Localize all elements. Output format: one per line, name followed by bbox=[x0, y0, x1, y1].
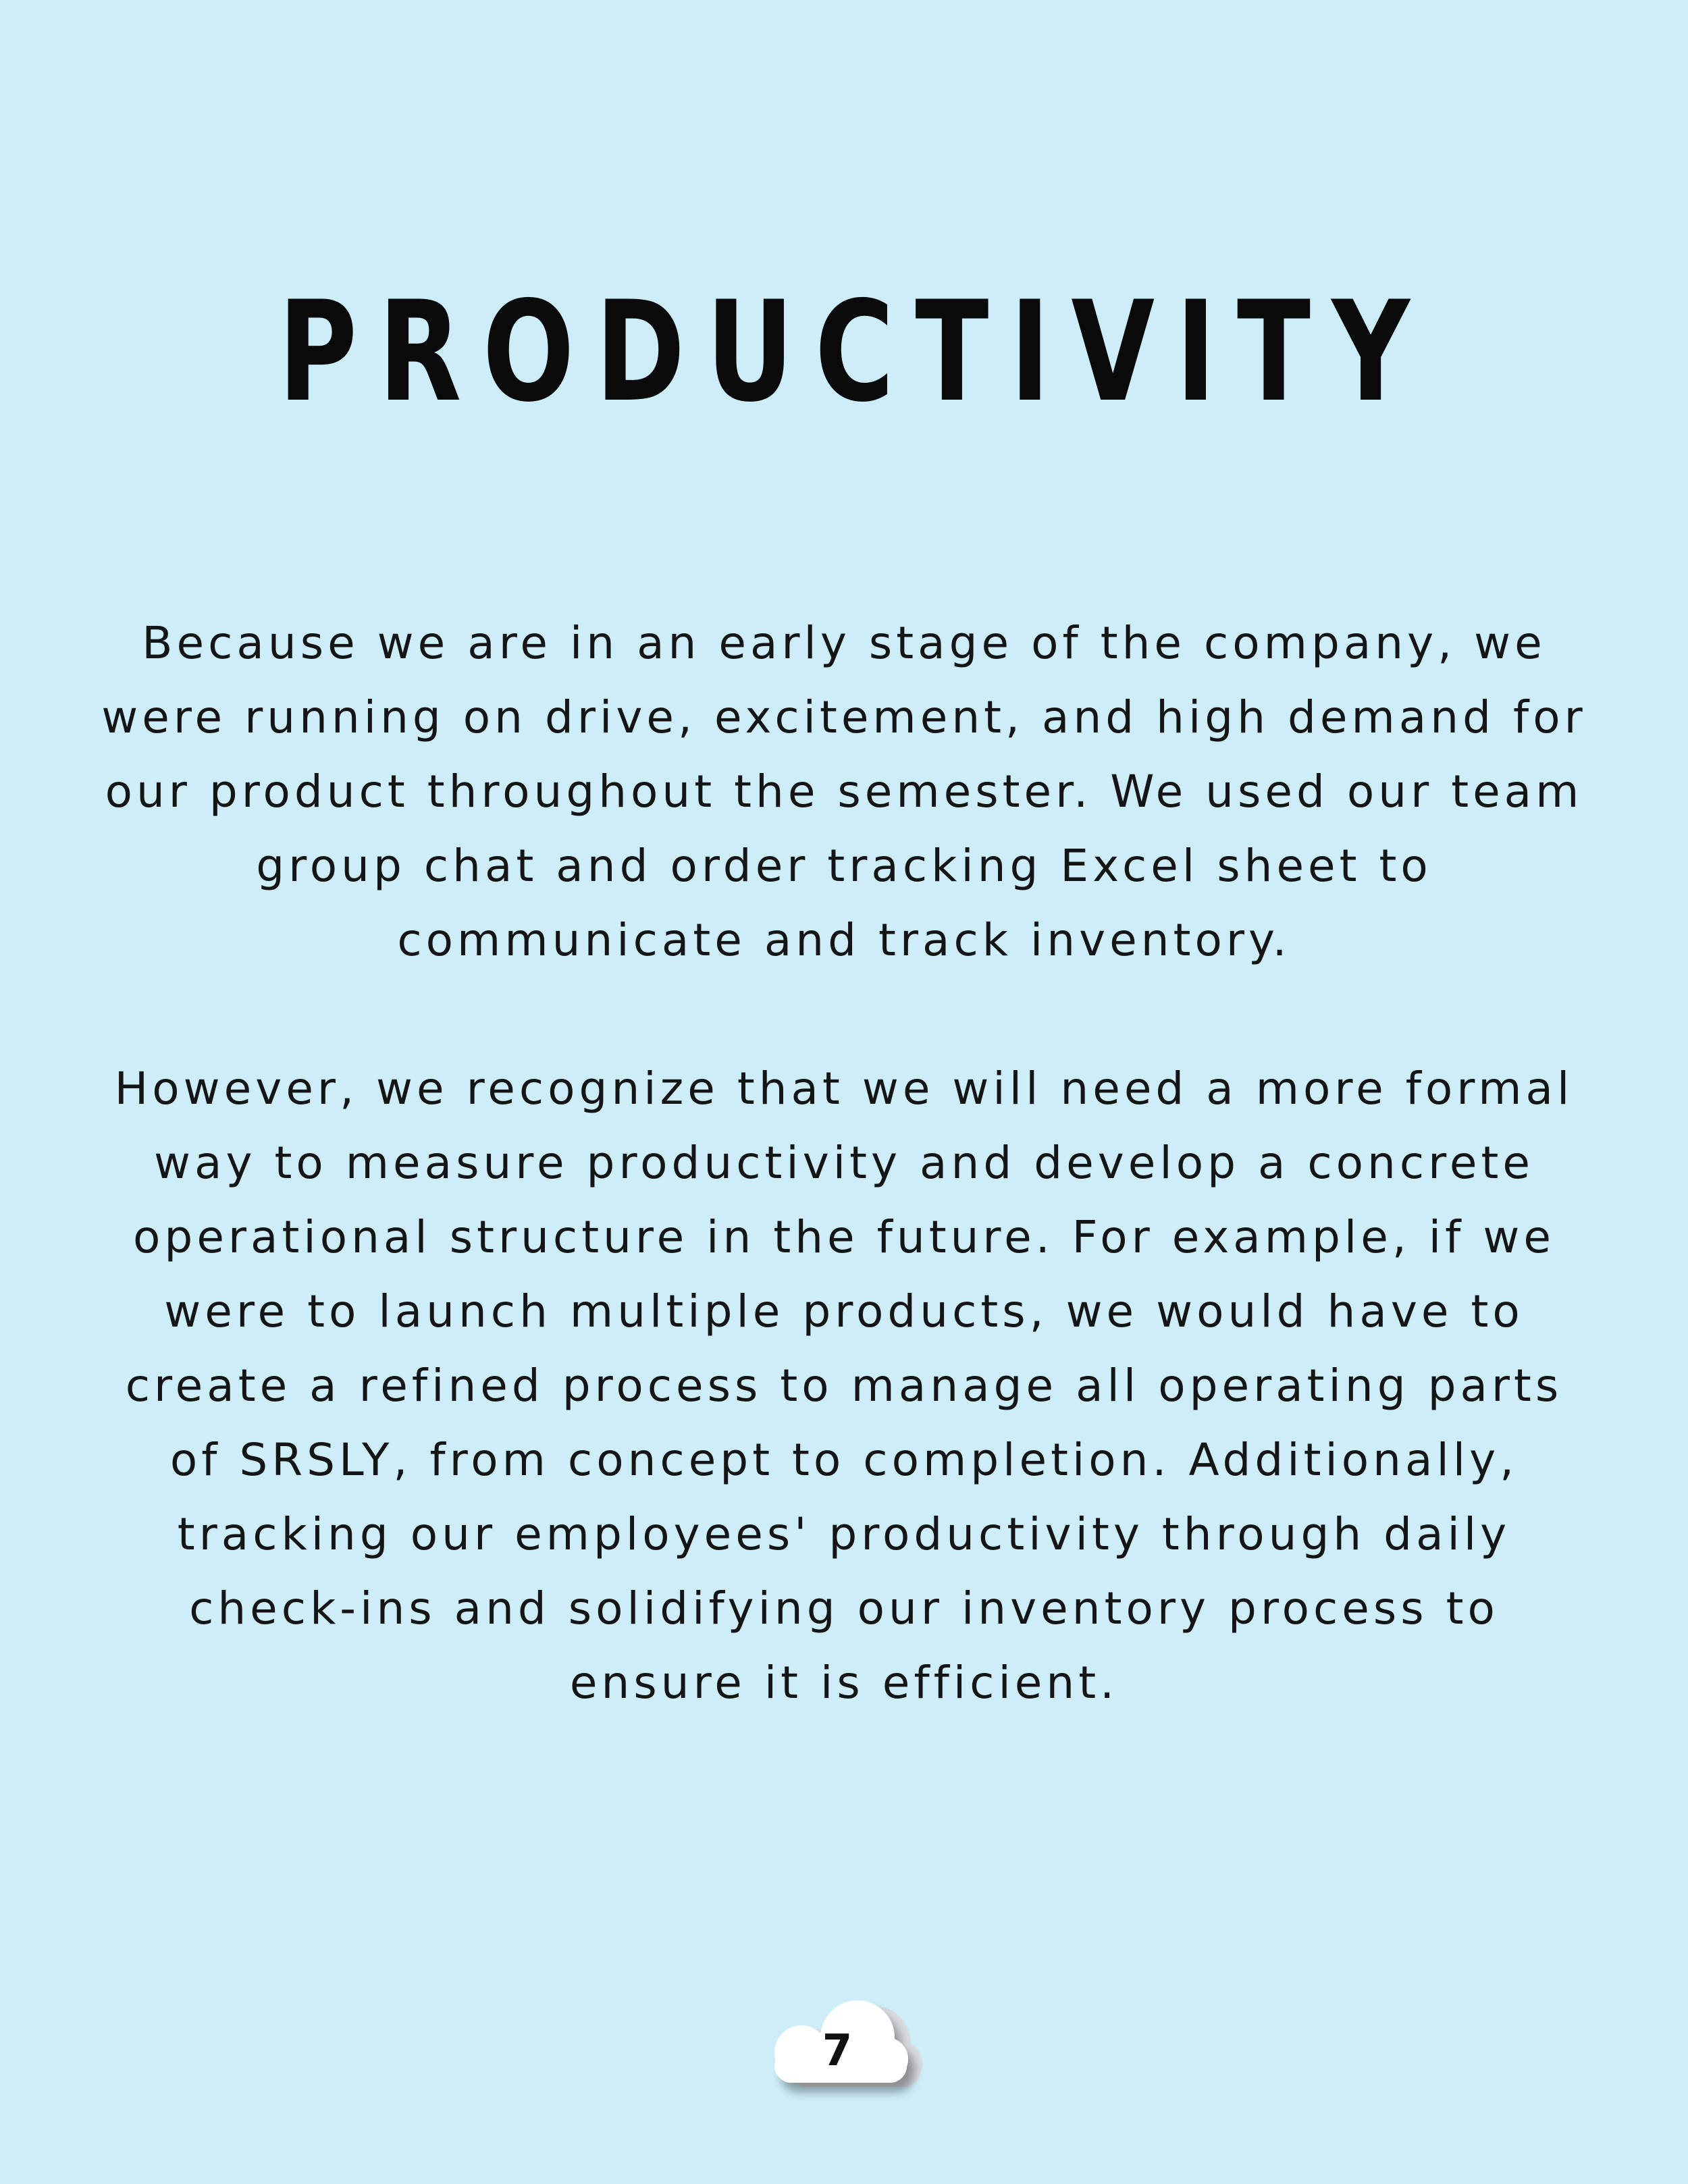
page-number-badge bbox=[760, 1985, 928, 2120]
page-title: PRODUCTIVITY bbox=[278, 272, 1431, 433]
page-number: 7 bbox=[822, 2026, 853, 2076]
body-paragraph-1: Because we are in an early stage of the company, we were running on drive, excitement, and high demand for our product throughout the semester. We used our team group chat and order tracking Excel sheet to communicate and track inventory. bbox=[101, 617, 1587, 966]
body-paragraph-2: However, we recognize that we will need a more formal way to measure productivity and develop a concrete operational structure in the future. For example, if we were to launch multiple products, we would have to create a refined process to manage all operating parts of SRSLY, from concept to completion. Additionally, tracking our employees' productivity through daily check-ins and solidifying our inventory process to ensure it is efficient. bbox=[114, 1063, 1574, 1709]
